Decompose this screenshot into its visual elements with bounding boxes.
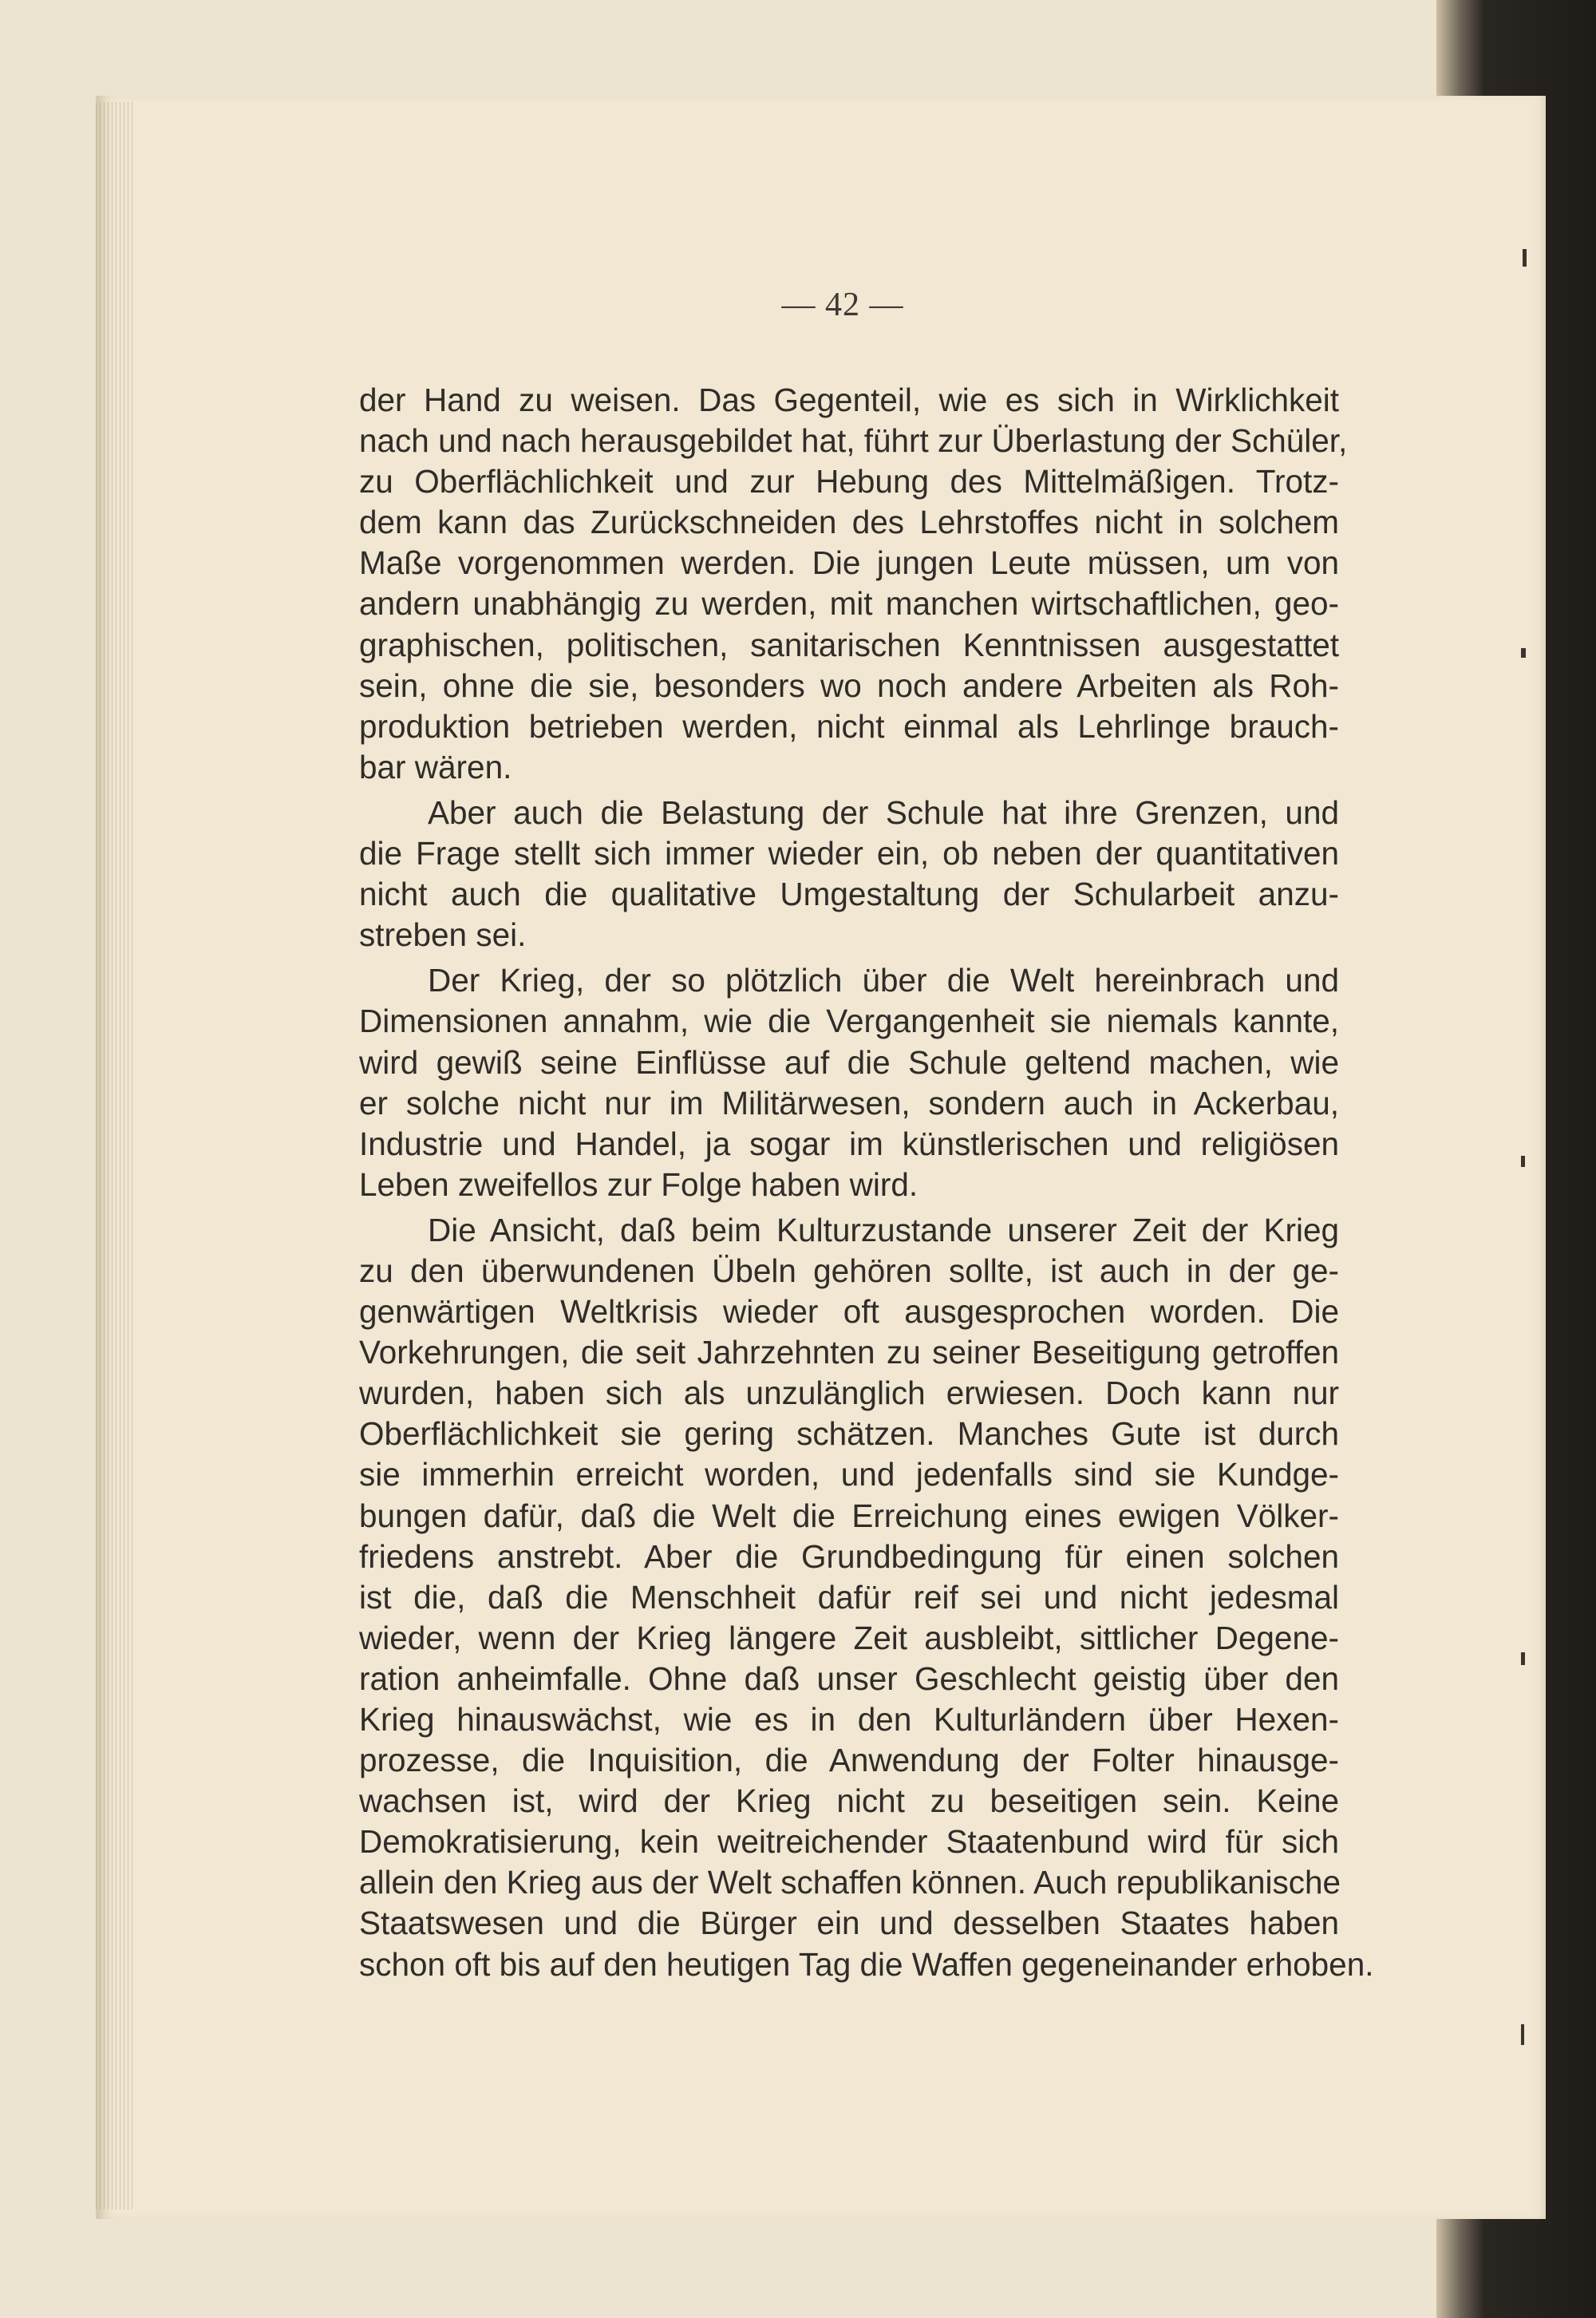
- text-line: wurden, haben sich als unzulänglich erwiesen. Doch kann nur: [359, 1375, 1339, 1412]
- text-line: graphischen, politischen, sanitarischen Kenntnissen ausgestattet: [359, 626, 1339, 663]
- text-line: Der Krieg, der so plötzlich über die Welt hereinbrach und: [428, 962, 1339, 999]
- paragraph-3: [359, 960, 1339, 1205]
- text-line: Dimensionen annahm, wie die Vergangenheit sie niemals kannte,: [359, 1003, 1339, 1040]
- text-line: wachsen ist, wird der Krieg nicht zu beseitigen sein. Keine: [359, 1782, 1339, 1820]
- paragraph-2: [359, 793, 1339, 955]
- text-line: andern unabhängig zu werden, mit manchen wirtschaftlichen, geo-: [359, 585, 1339, 623]
- margin-speck: [1521, 2024, 1524, 2045]
- text-line: nicht auch die qualitative Umgestaltung der Schularbeit anzu-: [359, 876, 1339, 913]
- text-line: Leben zweifellos zur Folge haben wird.: [359, 1165, 918, 1203]
- text-line: Industrie und Handel, ja sogar im künstlerischen und religiösen: [359, 1125, 1339, 1162]
- text-line: genwärtigen Weltkrisis wieder oft ausgesprochen worden. Die: [359, 1293, 1339, 1331]
- text-line: prozesse, die Inquisition, die Anwendung der Folter hinausge-: [359, 1742, 1339, 1779]
- text-line: wird gewiß seine Einflüsse auf die Schule geltend machen, wie: [359, 1043, 1339, 1081]
- text-line: produktion betrieben werden, nicht einmal als Lehrlinge brauch-: [359, 707, 1339, 745]
- text-line: zu den überwundenen Übeln gehören sollte, ist auch in der ge-: [359, 1252, 1339, 1289]
- page-stack-edges: [96, 102, 136, 2209]
- text-line: Maße vorgenommen werden. Die jungen Leute müssen, um von: [359, 544, 1339, 582]
- text-line: Oberflächlichkeit sie gering schätzen. Manches Gute ist durch: [359, 1415, 1339, 1453]
- text-line: Vorkehrungen, die seit Jahrzehnten zu seiner Beseitigung getroffen: [359, 1334, 1339, 1371]
- page-number: — 42 —: [781, 287, 904, 323]
- text-line: schon oft bis auf den heutigen Tag die Waffen gegeneinander erhoben.: [359, 1945, 1374, 1983]
- text-line: ration anheimfalle. Ohne daß unser Geschlecht geistig über den: [359, 1659, 1339, 1697]
- text-line: bungen dafür, daß die Welt die Erreichung eines ewigen Völker-: [359, 1497, 1339, 1534]
- paragraph-1: [359, 380, 1348, 788]
- text-line: sein, ohne die sie, besonders wo noch andere Arbeiten als Roh-: [359, 667, 1339, 704]
- text-line: Die Ansicht, daß beim Kulturzustande unserer Zeit der Krieg: [428, 1211, 1339, 1248]
- margin-speck: [1521, 1652, 1525, 1665]
- text-line: streben sei.: [359, 916, 527, 954]
- text-line: allein den Krieg aus der Welt schaffen können. Auch republikanische: [359, 1864, 1341, 1901]
- text-line: ist die, daß die Menschheit dafür reif sei und nicht jedesmal: [359, 1578, 1339, 1616]
- margin-speck: [1521, 648, 1526, 658]
- text-line: der Hand zu weisen. Das Gegenteil, wie es sich in Wirklichkeit: [359, 382, 1339, 418]
- text-line: bar wären.: [359, 748, 512, 785]
- text-line: sie immerhin erreicht worden, und jedenfalls sind sie Kundge-: [359, 1456, 1339, 1493]
- margin-speck: [1521, 1156, 1525, 1167]
- text-line: nach und nach herausgebildet hat, führt zur Überlastung der Schüler,: [359, 422, 1348, 460]
- text-line: Demokratisierung, kein weitreichender Staatenbund wird für sich: [359, 1823, 1339, 1861]
- paragraph-4: [359, 1210, 1374, 1985]
- text-line: Krieg hinauswächst, wie es in den Kulturländern über Hexen-: [359, 1701, 1339, 1738]
- text-line: friedens anstrebt. Aber die Grundbedingung für einen solchen: [359, 1537, 1339, 1575]
- body-text: [359, 380, 1374, 1985]
- text-line: er solche nicht nur im Militärwesen, sondern auch in Ackerbau,: [359, 1084, 1339, 1121]
- text-line: Staatswesen und die Bürger ein und desselben Staates haben: [359, 1905, 1339, 1942]
- text-line: zu Oberflächlichkeit und zur Hebung des Mittelmäßigen. Trotz-: [359, 463, 1339, 500]
- text-line: wieder, wenn der Krieg längere Zeit ausbleibt, sittlicher Degene-: [359, 1619, 1339, 1656]
- text-line: dem kann das Zurückschneiden des Lehrstoffes nicht in solchem: [359, 504, 1339, 541]
- text-line: Aber auch die Belastung der Schule hat ihre Grenzen, und: [428, 793, 1339, 831]
- margin-speck: [1523, 249, 1527, 267]
- text-line: die Frage stellt sich immer wieder ein, ob neben der quantitativen: [359, 835, 1339, 872]
